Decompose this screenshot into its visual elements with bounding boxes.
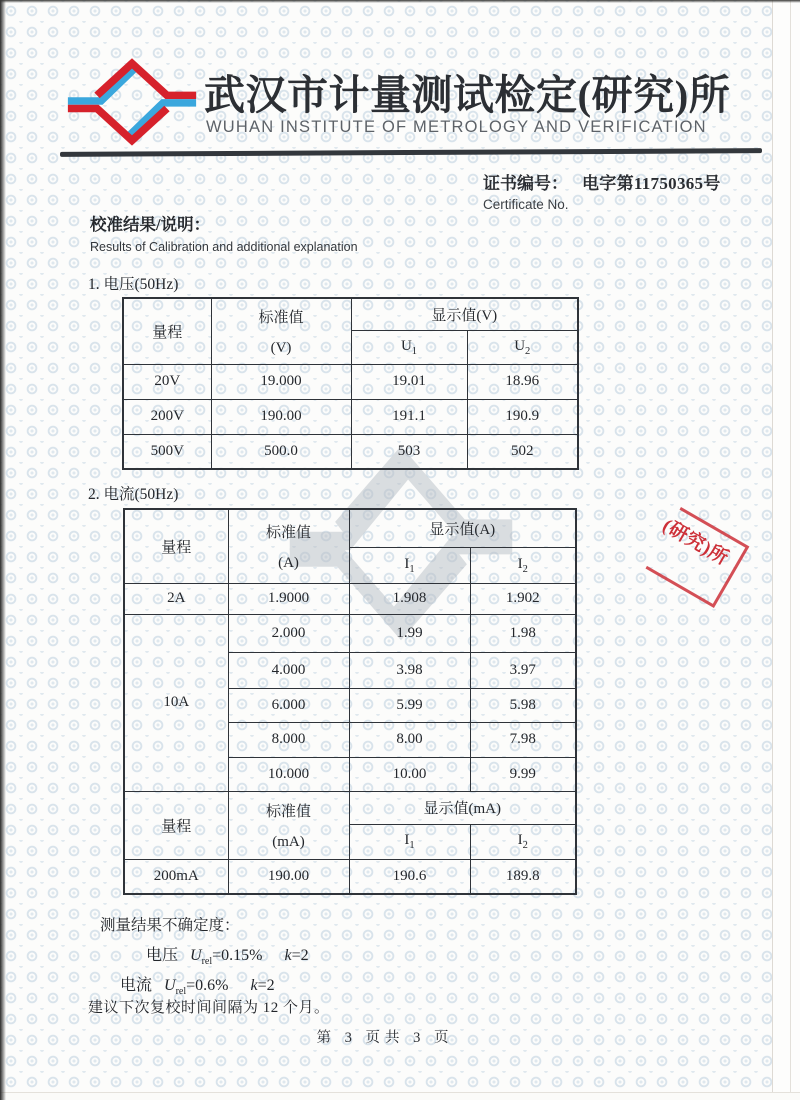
range-cell: 200mA <box>124 859 228 894</box>
voltage-table <box>122 297 579 470</box>
scan-edge-top <box>0 0 800 3</box>
u-value: =0.6% <box>186 977 229 994</box>
i1-cell: 1.908 <box>349 583 470 614</box>
standard-cell: 10.000 <box>228 757 349 791</box>
scan-edge-right <box>772 0 800 1100</box>
k-value: =2 <box>257 977 275 994</box>
current-table <box>123 508 577 895</box>
table-row <box>123 364 578 399</box>
u2-header-cell: $U_2$ <box>467 330 578 364</box>
standard-cell: 1.9000 <box>228 583 349 614</box>
i1-cell: 5.99 <box>349 688 470 722</box>
range-cell: 2A <box>124 583 228 614</box>
standard-header-cell <box>228 509 349 583</box>
standard-header-cell <box>211 298 351 364</box>
display-header-cell: 显示值(V) <box>351 298 578 330</box>
table-row <box>123 399 578 434</box>
certificate-label-cn: 证书编号： <box>483 174 568 193</box>
results-section-heading <box>90 211 358 254</box>
certificate-label-en: Certificate No. <box>483 197 569 212</box>
standard-label: 标准值 <box>265 803 311 820</box>
certificate-number: 电字第11750365号 <box>582 174 721 193</box>
range-header-cell: 量程 <box>123 298 211 364</box>
u-symbol: U <box>190 947 202 964</box>
voltage-table-caption: 1. 电压(50Hz) <box>88 276 179 293</box>
i1-cell: 1.99 <box>349 614 470 652</box>
range-cell: 10A <box>124 614 228 791</box>
standard-unit: (V) <box>270 339 292 356</box>
standard-unit: (mA) <box>272 833 305 850</box>
certificate-number-block <box>483 169 721 212</box>
display-header-cell: 显示值(mA) <box>349 791 576 824</box>
range-cell: 200V <box>123 399 211 434</box>
i1-header-cell: $I_1$ <box>349 547 470 583</box>
current-table-caption: 2. 电流(50Hz) <box>88 486 179 503</box>
i2-cell: 1.902 <box>470 583 576 614</box>
range-cell: 20V <box>123 364 211 399</box>
i1-cell: 8.00 <box>349 722 470 757</box>
i1-cell: 190.6 <box>349 859 470 894</box>
table-row <box>124 583 576 614</box>
current-ma-header-row-1 <box>124 791 576 824</box>
recalibration-recommendation: 建议下次复校时间间隔为 12 个月。 <box>88 1000 330 1016</box>
k-value: =2 <box>291 947 309 964</box>
standard-header-cell <box>228 791 349 859</box>
u1-cell: 191.1 <box>351 399 467 434</box>
scan-edge-bottom <box>0 1092 800 1100</box>
standard-cell: 190.00 <box>211 399 351 434</box>
institute-title-en: WUHAN INSTITUTE OF METROLOGY AND VERIFICATION <box>206 118 707 136</box>
current-header-row-1 <box>124 509 576 547</box>
i2-cell: 9.99 <box>470 757 576 791</box>
i2-cell: 5.98 <box>470 688 576 722</box>
u2-cell: 18.96 <box>467 364 578 399</box>
range-cell: 500V <box>123 434 211 469</box>
u-value: =0.15% <box>212 947 263 964</box>
i1-cell: 10.00 <box>349 757 470 791</box>
i2-cell: 3.97 <box>470 652 576 688</box>
voltage-header-row-1 <box>123 298 578 330</box>
range-header-cell: 量程 <box>124 791 228 859</box>
k-symbol: k <box>284 947 292 964</box>
results-heading-en: Results of Calibration and additional explanation <box>90 240 358 254</box>
standard-cell: 4.000 <box>228 652 349 688</box>
scan-edge-left <box>0 0 6 1100</box>
standard-cell: 500.0 <box>211 434 351 469</box>
table-row <box>123 434 578 469</box>
standard-label: 标准值 <box>265 524 311 541</box>
u2-cell: 190.9 <box>467 399 578 434</box>
uncertainty-title: 测量结果不确定度： <box>100 917 240 934</box>
table-row <box>124 859 576 894</box>
standard-cell: 190.00 <box>228 859 349 894</box>
u2-cell: 502 <box>467 434 578 469</box>
uncertainty-label: 电压 <box>146 947 179 964</box>
u-symbol: U <box>164 977 176 994</box>
u1-cell: 503 <box>351 434 467 469</box>
standard-cell: 19.000 <box>211 364 351 399</box>
i2-cell: 7.98 <box>470 722 576 757</box>
display-header-cell: 显示值(A) <box>349 509 576 547</box>
institute-logo-icon <box>64 54 200 148</box>
standard-unit: (A) <box>278 554 299 571</box>
i2-header-cell: $I_2$ <box>470 547 576 583</box>
i1-header-cell: $I_1$ <box>349 824 470 859</box>
range-header-cell: 量程 <box>124 509 228 583</box>
k-symbol: k <box>250 977 258 994</box>
uncertainty-label: 电流 <box>120 977 153 994</box>
standard-label: 标准值 <box>258 309 304 326</box>
i2-header-cell: $I_2$ <box>470 824 576 859</box>
standard-cell: 2.000 <box>228 614 349 652</box>
uncertainty-voltage-line: 电压 $U_{rel}=0.15\%$ k=2 <box>146 947 309 968</box>
i2-cell: 1.98 <box>470 614 576 652</box>
standard-cell: 6.000 <box>228 688 349 722</box>
table-row <box>124 614 576 652</box>
page-number: 第 3 页共 3 页 <box>316 1030 454 1046</box>
stamp-text: (研究)所 <box>658 515 732 570</box>
institute-title-cn: 武汉市计量测试检定(研究)所 <box>204 72 731 118</box>
standard-cell: 8.000 <box>228 722 349 757</box>
i1-cell: 3.98 <box>349 652 470 688</box>
uncertainty-current-line: 电流 $U_{rel}=0.6\%$ k=2 <box>120 977 275 998</box>
u1-cell: 19.01 <box>351 364 467 399</box>
results-heading-cn: 校准结果/说明： <box>90 215 211 234</box>
i2-cell: 189.8 <box>470 859 576 894</box>
u1-header-cell: $U_1$ <box>351 330 467 364</box>
